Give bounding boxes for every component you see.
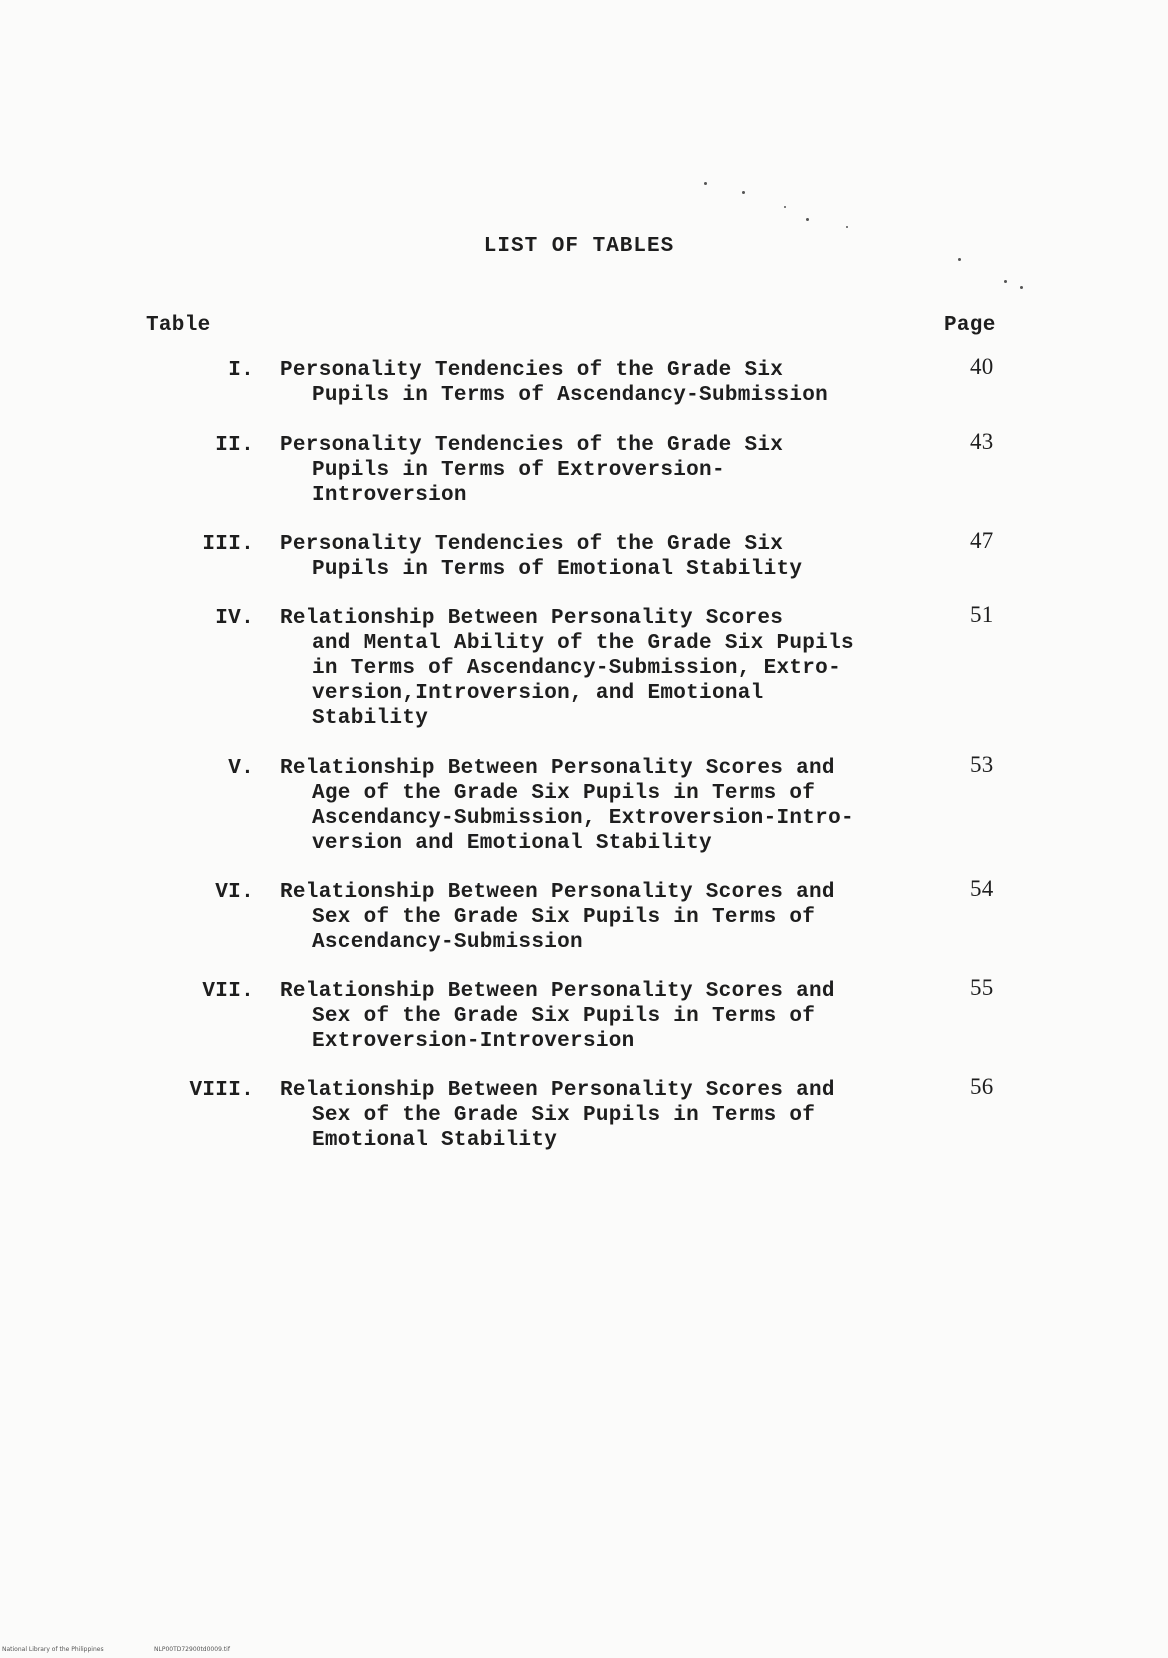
table-caption (280, 358, 940, 408)
caption-line: Relationship Between Personality Scores and (280, 980, 835, 1003)
caption-line: Ascendancy-Submission (312, 931, 583, 954)
caption-line: Personality Tendencies of the Grade Six (280, 359, 784, 382)
caption-line: and Mental Ability of the Grade Six Pupils (312, 632, 854, 655)
caption-line: Pupils in Terms of Extroversion- (312, 459, 725, 482)
table-caption (280, 880, 940, 955)
table-caption (280, 979, 940, 1054)
caption-line: Relationship Between Personality Scores (280, 607, 784, 630)
caption-line: Sex of the Grade Six Pupils in Terms of (312, 1104, 816, 1127)
scan-speck (958, 258, 961, 261)
caption-line: version and Emotional Stability (312, 832, 712, 855)
scan-speck (1004, 280, 1007, 283)
page-column-header: Page (944, 314, 996, 337)
table-column-header: Table (146, 314, 211, 337)
scan-speck (742, 191, 745, 194)
table-caption (280, 606, 940, 731)
page-number: 51 (970, 602, 994, 627)
table-caption (280, 532, 940, 582)
caption-line: Pupils in Terms of Ascendancy-Submission (312, 384, 829, 407)
table-numeral: III. (202, 533, 254, 556)
caption-line: Personality Tendencies of the Grade Six (280, 434, 784, 457)
caption-line: Relationship Between Personality Scores and (280, 881, 835, 904)
page-number: 55 (970, 975, 994, 1000)
caption-line: Ascendancy-Submission, Extroversion-Intro- (312, 807, 854, 830)
caption-line: Extroversion-Introversion (312, 1030, 635, 1053)
table-numeral: IV. (215, 607, 254, 630)
footer-filename: NLP00TD72900td0009.tif (154, 1646, 230, 1653)
page-number: 47 (970, 528, 994, 553)
page-number: 56 (970, 1074, 994, 1099)
page-number: 40 (970, 354, 994, 379)
table-caption (280, 433, 940, 508)
page-number: 53 (970, 752, 994, 777)
caption-line: Sex of the Grade Six Pupils in Terms of (312, 1005, 816, 1028)
caption-line: Pupils in Terms of Emotional Stability (312, 558, 803, 581)
caption-line: in Terms of Ascendancy-Submission, Extro- (312, 657, 841, 680)
scan-speck (704, 182, 707, 185)
caption-line: Personality Tendencies of the Grade Six (280, 533, 784, 556)
table-numeral: II. (215, 434, 254, 457)
caption-line: Emotional Stability (312, 1129, 558, 1152)
caption-line: version,Introversion, and Emotional (312, 682, 764, 705)
table-caption (280, 1078, 940, 1153)
table-numeral: VII. (202, 980, 254, 1003)
table-numeral: VI. (215, 881, 254, 904)
page-number: 43 (970, 429, 994, 454)
scan-speck (846, 226, 848, 228)
table-numeral: V. (228, 757, 254, 780)
scan-speck (806, 218, 809, 221)
page-number: 54 (970, 876, 994, 901)
scan-speck (1020, 286, 1023, 289)
table-numeral: I. (228, 359, 254, 382)
caption-line: Relationship Between Personality Scores and (280, 757, 835, 780)
caption-line: Relationship Between Personality Scores and (280, 1079, 835, 1102)
footer-library: National Library of the Philippines (2, 1646, 104, 1653)
scan-speck (784, 206, 786, 208)
caption-line: Age of the Grade Six Pupils in Terms of (312, 782, 816, 805)
table-numeral: VIII. (189, 1079, 254, 1102)
caption-line: Stability (312, 707, 429, 730)
page-title: LIST OF TABLES (483, 235, 675, 258)
caption-line: Introversion (312, 484, 467, 507)
caption-line: Sex of the Grade Six Pupils in Terms of (312, 906, 816, 929)
table-caption (280, 756, 940, 856)
